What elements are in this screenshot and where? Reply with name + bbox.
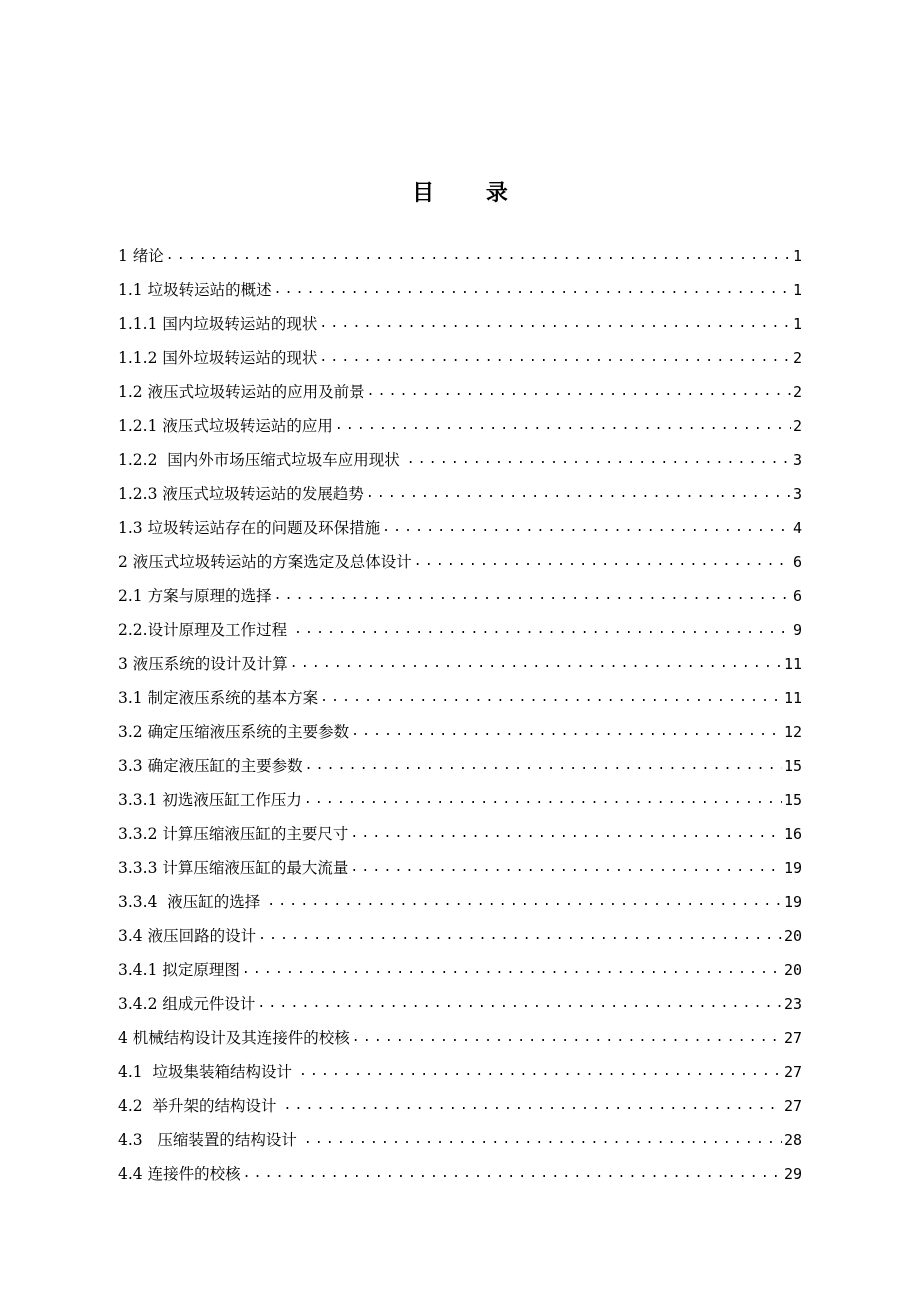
toc-entry-label: 3.3.3 计算压缩液压缸的最大流量 xyxy=(118,859,349,877)
toc-entry-page-number: 12 xyxy=(783,723,802,741)
toc-entry-page-number: 3 xyxy=(792,451,802,469)
toc-entry[interactable] xyxy=(118,504,802,538)
dot-leader xyxy=(319,348,791,368)
toc-entry[interactable] xyxy=(118,640,802,674)
dot-leader xyxy=(290,654,782,674)
toc-entry-page-number: 1 xyxy=(792,247,802,265)
toc-entry[interactable] xyxy=(118,844,802,878)
toc-entry-label: 1.2 液压式垃圾转运站的应用及前景 xyxy=(118,383,365,401)
toc-entry[interactable] xyxy=(118,878,802,912)
toc-entry-label: 3.4.1 拟定原理图 xyxy=(118,961,240,979)
toc-entry-page-number: 2 xyxy=(792,349,802,367)
toc-entry[interactable] xyxy=(118,1150,802,1184)
dot-leader xyxy=(351,722,782,742)
toc-entry-page-number: 28 xyxy=(783,1131,802,1149)
dot-leader xyxy=(257,994,782,1014)
toc-entry[interactable] xyxy=(118,1014,802,1048)
toc-entry-page-number: 1 xyxy=(792,281,802,299)
toc-entry-label: 4.3 压缩装置的结构设计 xyxy=(118,1131,302,1149)
dot-leader xyxy=(367,382,791,402)
toc-entry-label: 3.3.2 计算压缩液压缸的主要尺寸 xyxy=(118,825,349,843)
toc-entry-page-number: 27 xyxy=(783,1029,802,1047)
toc-entry-page-number: 6 xyxy=(792,587,802,605)
toc-entry-label: 1 绪论 xyxy=(118,247,164,265)
toc-entry-page-number: 9 xyxy=(792,621,802,639)
toc-entry-page-number: 19 xyxy=(783,893,802,911)
toc-entry-label: 4 机械结构设计及其连接件的校核 xyxy=(118,1029,350,1047)
dot-leader xyxy=(305,756,782,776)
toc-entry-page-number: 3 xyxy=(792,485,802,503)
dot-leader xyxy=(274,586,791,606)
dot-leader xyxy=(267,892,782,912)
toc-entry-page-number: 2 xyxy=(792,417,802,435)
toc-entry-page-number: 29 xyxy=(783,1165,802,1183)
toc-title: 目 录 xyxy=(412,180,530,206)
toc-entry-label: 1.1 垃圾转运站的概述 xyxy=(118,281,272,299)
toc-entry-label: 1.3 垃圾转运站存在的问题及环保措施 xyxy=(118,519,381,537)
toc-entry-label: 3.3 确定液压缸的主要参数 xyxy=(118,757,303,775)
toc-entry[interactable] xyxy=(118,402,802,436)
dot-leader xyxy=(299,1062,782,1082)
toc-entry-label: 3.2 确定压缩液压系统的主要参数 xyxy=(118,723,350,741)
toc-entry[interactable] xyxy=(118,1082,802,1116)
dot-leader xyxy=(319,314,791,334)
toc-entry-page-number: 23 xyxy=(783,995,802,1013)
toc-entry-label: 3.3.1 初选液压缸工作压力 xyxy=(118,791,302,809)
dot-leader xyxy=(407,450,791,470)
toc-entry-page-number: 15 xyxy=(783,757,802,775)
toc-entry-label: 4.4 连接件的校核 xyxy=(118,1165,241,1183)
toc-entry[interactable] xyxy=(118,1048,802,1082)
toc-entry[interactable] xyxy=(118,300,802,334)
toc-entry[interactable] xyxy=(118,606,802,640)
dot-leader xyxy=(243,1164,782,1184)
toc-entry[interactable] xyxy=(118,538,802,572)
toc-entry[interactable] xyxy=(118,266,802,300)
dot-leader xyxy=(382,518,791,538)
toc-entry[interactable] xyxy=(118,776,802,810)
toc-entry[interactable] xyxy=(118,980,802,1014)
toc-entry-page-number: 19 xyxy=(783,859,802,877)
toc-entry[interactable] xyxy=(118,572,802,606)
toc-entry[interactable] xyxy=(118,708,802,742)
toc-entry-label: 2.2.设计原理及工作过程 xyxy=(118,621,293,639)
toc-entry-page-number: 1 xyxy=(792,315,802,333)
toc-entry[interactable] xyxy=(118,912,802,946)
dot-leader xyxy=(242,960,782,980)
dot-leader xyxy=(304,1130,782,1150)
toc-entry[interactable] xyxy=(118,470,802,504)
toc-entry-label: 1.2.1 液压式垃圾转运站的应用 xyxy=(118,417,333,435)
toc-entry-page-number: 20 xyxy=(783,927,802,945)
toc-entry-page-number: 27 xyxy=(783,1063,802,1081)
toc-entry-label: 1.1.1 国内垃圾转运站的现状 xyxy=(118,315,318,333)
dot-leader xyxy=(414,552,791,572)
toc-entry[interactable] xyxy=(118,232,802,266)
toc-entry-page-number: 20 xyxy=(783,961,802,979)
dot-leader xyxy=(350,858,782,878)
toc-entry[interactable] xyxy=(118,674,802,708)
toc-entry[interactable] xyxy=(118,742,802,776)
toc-entry[interactable] xyxy=(118,334,802,368)
toc-entry-page-number: 11 xyxy=(783,689,802,707)
dot-leader xyxy=(294,620,791,640)
toc-entry-label: 3.4 液压回路的设计 xyxy=(118,927,257,945)
toc-entry-label: 3.1 制定液压系统的基本方案 xyxy=(118,689,319,707)
toc-entry[interactable] xyxy=(118,810,802,844)
toc-entry-page-number: 16 xyxy=(783,825,802,843)
toc-entry-label: 4.1 垃圾集装箱结构设计 xyxy=(118,1063,297,1081)
dot-leader xyxy=(352,1028,782,1048)
toc-entry-label: 2.1 方案与原理的选择 xyxy=(118,587,272,605)
toc-entry[interactable] xyxy=(118,946,802,980)
toc-entry[interactable] xyxy=(118,436,802,470)
toc-entry-page-number: 6 xyxy=(792,553,802,571)
toc-entry-label: 3 液压系统的设计及计算 xyxy=(118,655,288,673)
toc-entry-page-number: 15 xyxy=(783,791,802,809)
dot-leader xyxy=(274,280,791,300)
dot-leader xyxy=(283,1096,782,1116)
toc-entry-page-number: 2 xyxy=(792,383,802,401)
toc-entry-label: 3.3.4 液压缸的选择 xyxy=(118,893,266,911)
dot-leader xyxy=(335,416,791,436)
toc-entry-label: 1.2.2 国内外市场压缩式垃圾车应用现状 xyxy=(118,451,405,469)
toc-entry-label: 1.2.3 液压式垃圾转运站的发展趋势 xyxy=(118,485,364,503)
toc-entry-page-number: 11 xyxy=(783,655,802,673)
dot-leader xyxy=(258,926,782,946)
dot-leader xyxy=(350,824,782,844)
toc-entry[interactable] xyxy=(118,368,802,402)
dot-leader xyxy=(366,484,791,504)
toc-entry-page-number: 4 xyxy=(792,519,802,537)
toc-entry-label: 2 液压式垃圾转运站的方案选定及总体设计 xyxy=(118,553,412,571)
table-of-contents xyxy=(118,232,802,1184)
dot-leader xyxy=(320,688,782,708)
toc-entry[interactable] xyxy=(118,1116,802,1150)
toc-entry-label: 4.2 举升架的结构设计 xyxy=(118,1097,282,1115)
dot-leader xyxy=(304,790,782,810)
toc-entry-page-number: 27 xyxy=(783,1097,802,1115)
toc-entry-label: 1.1.2 国外垃圾转运站的现状 xyxy=(118,349,318,367)
dot-leader xyxy=(166,246,791,266)
toc-entry-label: 3.4.2 组成元件设计 xyxy=(118,995,256,1013)
